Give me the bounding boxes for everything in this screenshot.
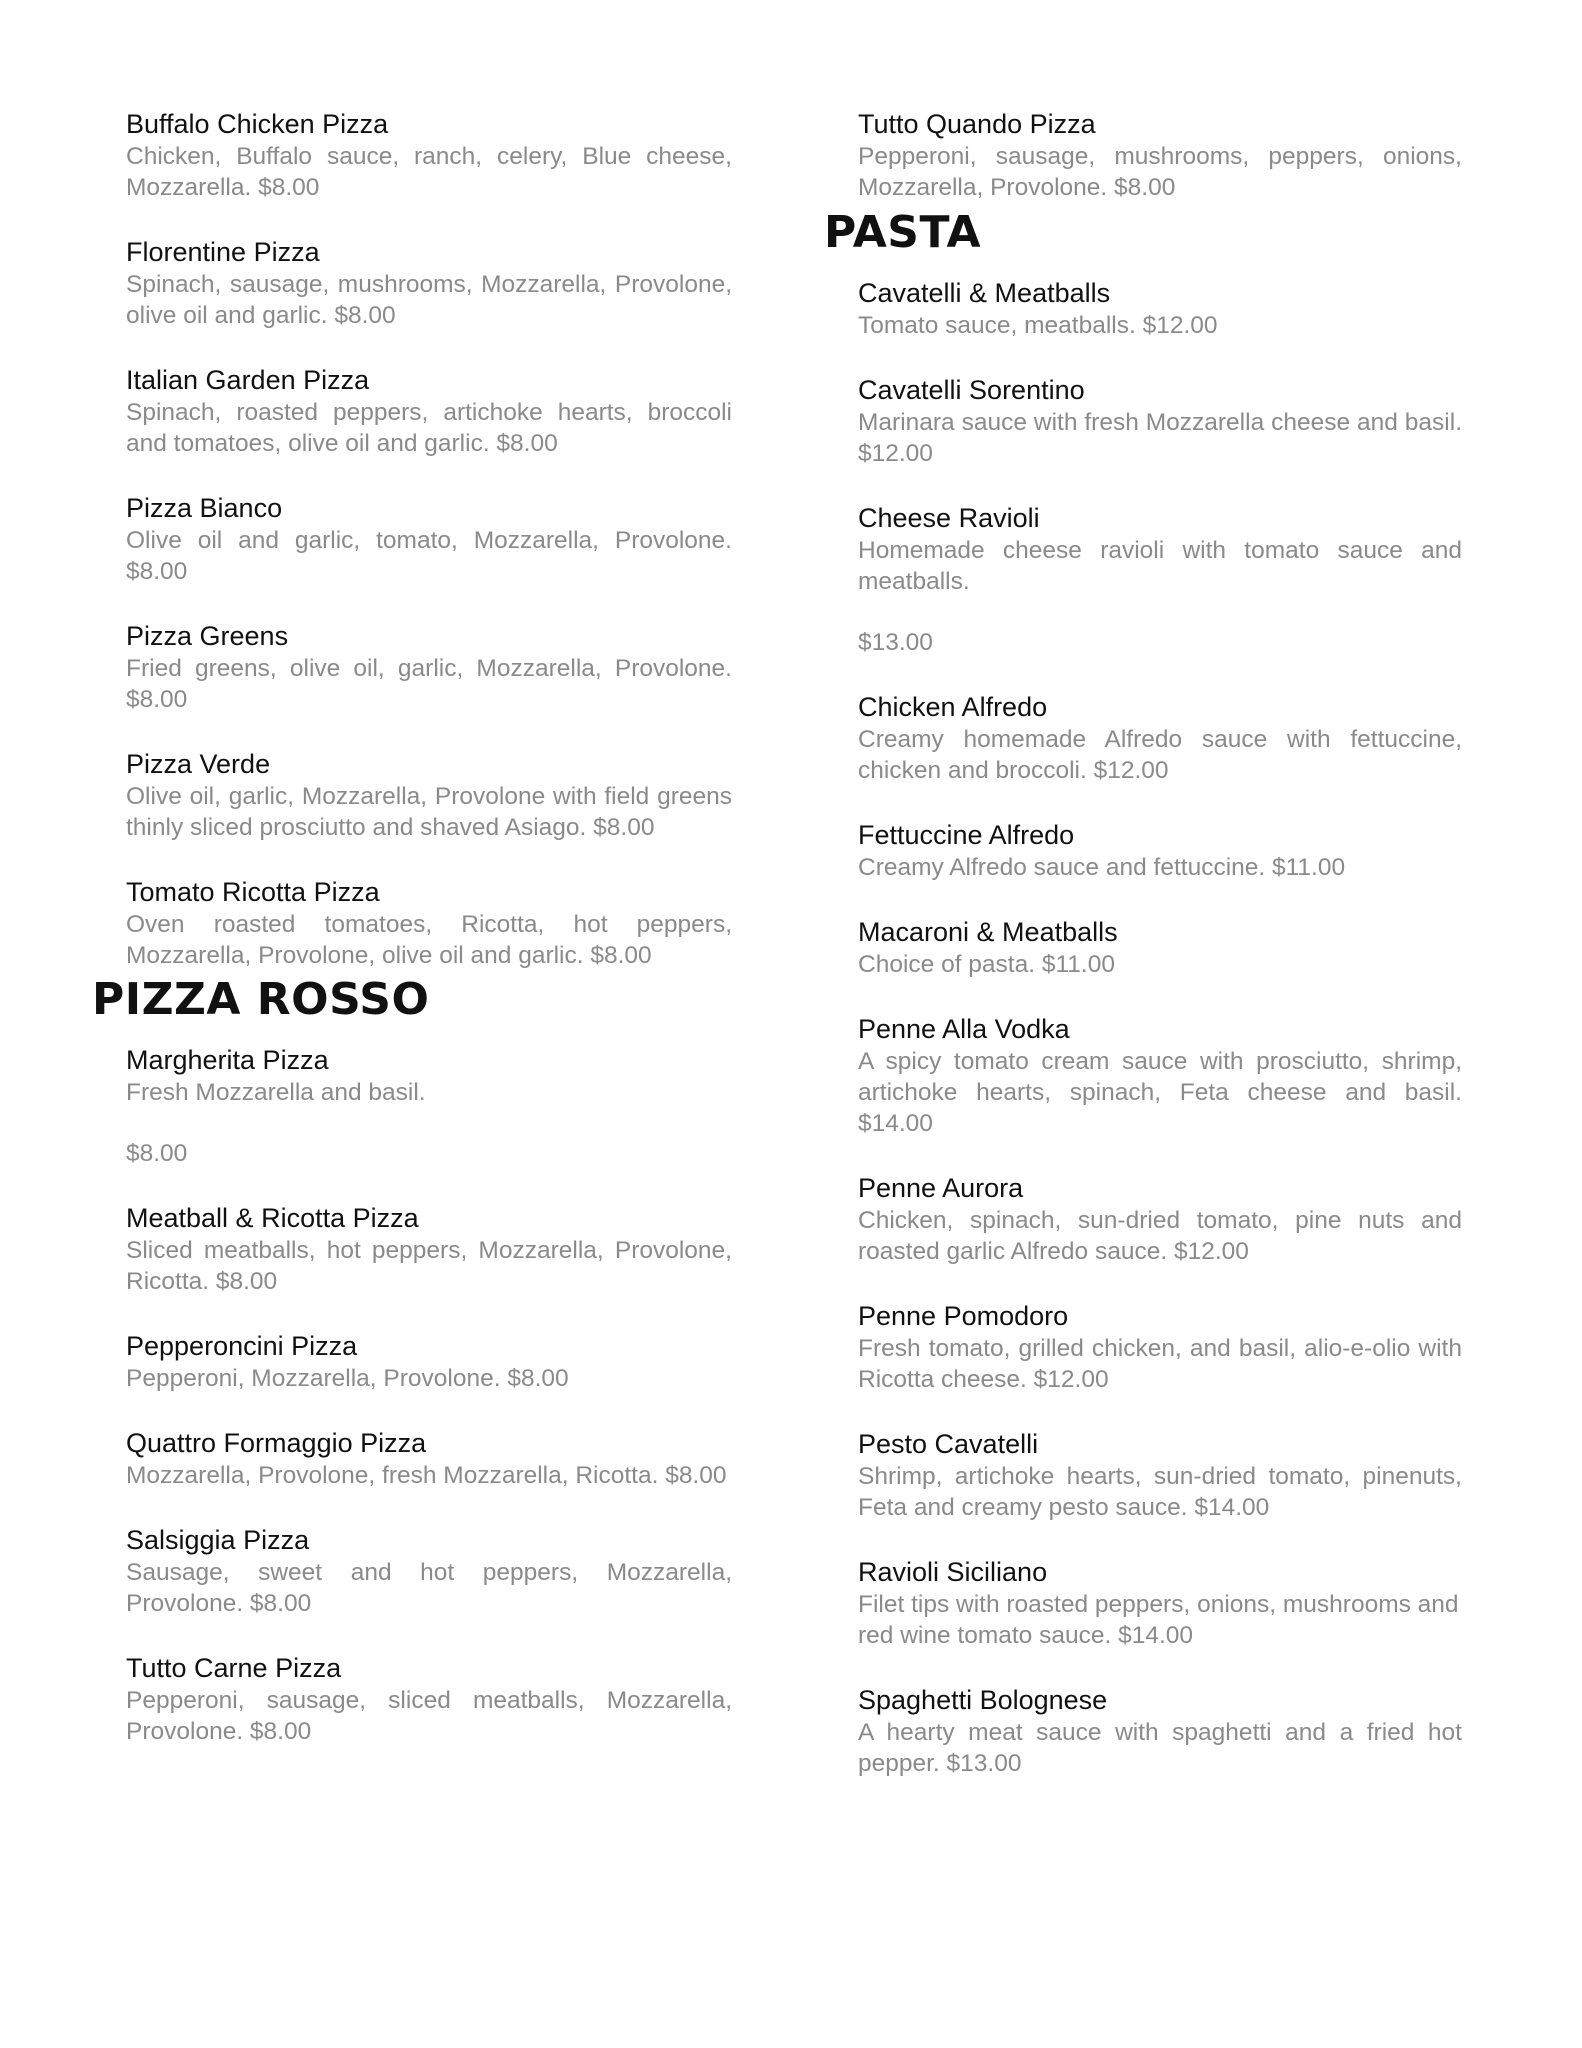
pasta-list (858, 277, 1462, 1779)
menu-item (126, 1330, 732, 1394)
item-name: Penne Aurora (858, 1173, 1024, 1203)
section-title-pizza-rosso: PIZZA ROSSO (92, 974, 430, 1025)
menu-item (126, 364, 732, 459)
item-description: Pepperoni, Mozzarella, Provolone. $8.00 (126, 1365, 569, 1392)
item-price: $8.00 (126, 1140, 188, 1167)
menu-item (126, 1044, 732, 1169)
right-column (824, 108, 1462, 1812)
menu-item (126, 1652, 732, 1747)
menu-item (858, 277, 1462, 341)
section-title-pasta: PASTA (824, 207, 982, 258)
pizza-continued-list (858, 108, 1462, 203)
item-description: Homemade cheese ravioli with tomato sauce and meatballs. (858, 537, 1462, 595)
menu-item (126, 492, 732, 587)
menu-item (858, 819, 1462, 883)
item-description: Shrimp, artichoke hearts, sun-dried tomato, pinenuts, Feta and creamy pesto sauce. $14.00 (858, 1463, 1462, 1521)
item-name: Italian Garden Pizza (126, 365, 370, 395)
item-description: Pepperoni, sausage, sliced meatballs, Mozzarella, Provolone. $8.00 (126, 1687, 732, 1745)
item-description: Spinach, roasted peppers, artichoke hearts, broccoli and tomatoes, olive oil and garlic. $8.00 (126, 399, 732, 457)
item-name: Tomato Ricotta Pizza (126, 877, 380, 907)
item-name: Chicken Alfredo (858, 692, 1048, 722)
item-name: Quattro Formaggio Pizza (126, 1428, 427, 1458)
item-name: Pizza Bianco (126, 493, 283, 523)
item-name: Fettuccine Alfredo (858, 820, 1075, 850)
item-description: Pepperoni, sausage, mushrooms, peppers, onions, Mozzarella, Provolone. $8.00 (858, 143, 1462, 201)
menu-item (126, 620, 732, 715)
menu-item (858, 691, 1462, 786)
menu-item (858, 1684, 1462, 1779)
item-name: Pizza Verde (126, 749, 271, 779)
item-description: Sausage, sweet and hot peppers, Mozzarella, Provolone. $8.00 (126, 1559, 732, 1617)
item-description: Sliced meatballs, hot peppers, Mozzarella, Provolone, Ricotta. $8.00 (126, 1237, 732, 1295)
item-description: Spinach, sausage, mushrooms, Mozzarella, Provolone, olive oil and garlic. $8.00 (126, 271, 732, 329)
item-description: Tomato sauce, meatballs. $12.00 (858, 312, 1218, 339)
menu-item (126, 236, 732, 331)
item-name: Penne Pomodoro (858, 1301, 1069, 1331)
item-description: A spicy tomato cream sauce with prosciutto, shrimp, artichoke hearts, spinach, Feta cheese and basil. $14.00 (858, 1048, 1462, 1137)
menu-item (126, 1202, 732, 1297)
item-name: Penne Alla Vodka (858, 1014, 1070, 1044)
item-description: Choice of pasta. $11.00 (858, 951, 1115, 978)
item-description: Olive oil and garlic, tomato, Mozzarella, Provolone. $8.00 (126, 527, 732, 585)
menu-item (858, 916, 1462, 980)
item-name: Pesto Cavatelli (858, 1429, 1039, 1459)
menu-item (126, 1524, 732, 1619)
item-price: $13.00 (858, 629, 933, 656)
menu-item (858, 1428, 1462, 1523)
item-name: Macaroni & Meatballs (858, 917, 1118, 947)
item-description: Mozzarella, Provolone, fresh Mozzarella, Ricotta. $8.00 (126, 1462, 727, 1489)
pizza-rosso-list (126, 1044, 732, 1747)
item-description: Marinara sauce with fresh Mozzarella cheese and basil. $12.00 (858, 409, 1462, 467)
item-name: Florentine Pizza (126, 237, 320, 267)
item-description: Creamy homemade Alfredo sauce with fettuccine, chicken and broccoli. $12.00 (858, 726, 1462, 784)
item-description: Chicken, spinach, sun-dried tomato, pine nuts and roasted garlic Alfredo sauce. $12.00 (858, 1207, 1462, 1265)
item-name: Cheese Ravioli (858, 503, 1040, 533)
menu-item (858, 374, 1462, 469)
item-description: Fresh tomato, grilled chicken, and basil, alio-e-olio with Ricotta cheese. $12.00 (858, 1335, 1462, 1393)
item-description: Chicken, Buffalo sauce, ranch, celery, Blue cheese, Mozzarella. $8.00 (126, 143, 732, 201)
left-column (92, 108, 732, 1780)
item-name: Pepperoncini Pizza (126, 1331, 358, 1361)
menu-item (126, 1427, 732, 1491)
menu-item (126, 876, 732, 971)
item-name: Tutto Quando Pizza (858, 109, 1096, 139)
menu-item (126, 748, 732, 843)
item-name: Ravioli Siciliano (858, 1557, 1048, 1587)
menu-item (858, 1300, 1462, 1395)
menu-item (126, 108, 732, 203)
menu-item (858, 502, 1462, 658)
menu-item (858, 1013, 1462, 1139)
item-name: Salsiggia Pizza (126, 1525, 310, 1555)
item-name: Buffalo Chicken Pizza (126, 109, 389, 139)
item-name: Tutto Carne Pizza (126, 1653, 342, 1683)
item-description: Filet tips with roasted peppers, onions, mushrooms and red wine tomato sauce. $14.00 (858, 1591, 1459, 1649)
item-description: Oven roasted tomatoes, Ricotta, hot peppers, Mozzarella, Provolone, olive oil and garlic. $8.00 (126, 911, 732, 969)
item-description: A hearty meat sauce with spaghetti and a fried hot pepper. $13.00 (858, 1719, 1462, 1777)
pizza-bianca-list (126, 108, 732, 971)
item-name: Meatball & Ricotta Pizza (126, 1203, 419, 1233)
item-description: Fresh Mozzarella and basil. (126, 1079, 426, 1106)
item-name: Cavatelli & Meatballs (858, 278, 1111, 308)
item-name: Pizza Greens (126, 621, 289, 651)
item-name: Cavatelli Sorentino (858, 375, 1085, 405)
item-description: Fried greens, olive oil, garlic, Mozzarella, Provolone. $8.00 (126, 655, 732, 713)
item-name: Margherita Pizza (126, 1045, 329, 1075)
item-description: Olive oil, garlic, Mozzarella, Provolone with field greens thinly sliced prosciutto and shaved Asiago. $8.00 (126, 783, 732, 841)
menu-item (858, 1172, 1462, 1267)
item-description: Creamy Alfredo sauce and fettuccine. $11.00 (858, 854, 1346, 881)
menu-item (858, 108, 1462, 203)
menu-item (858, 1556, 1462, 1651)
item-name: Spaghetti Bolognese (858, 1685, 1108, 1715)
